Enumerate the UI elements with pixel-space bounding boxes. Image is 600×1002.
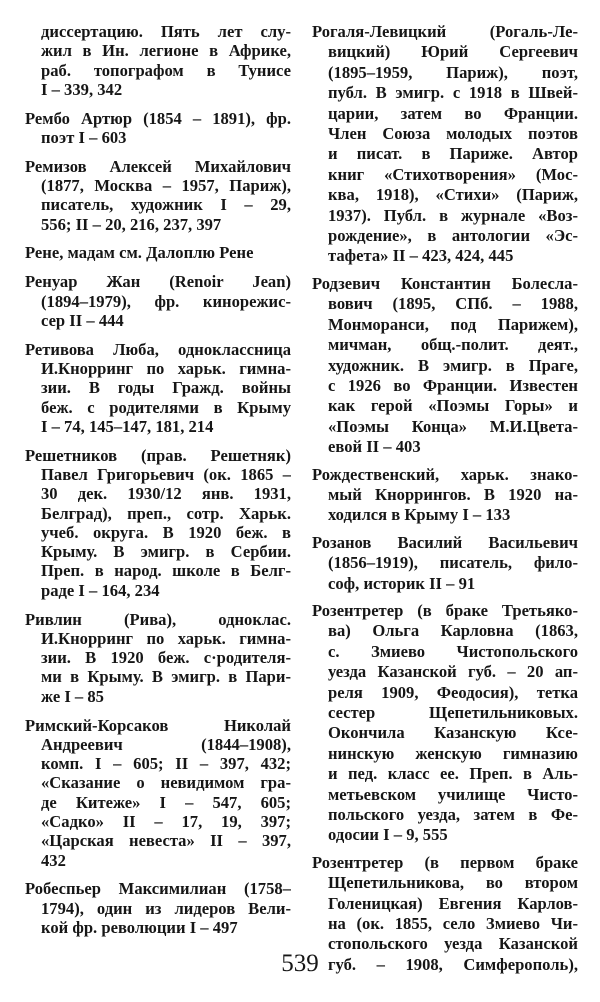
entry-text-line: как герой «Поэмы Горы» и [328,396,578,416]
index-entry [25,610,291,706]
index-column-right [312,22,578,975]
entry-text-line: И.Кнорринг по харьк. гимна- [41,358,291,378]
entry-text-line: 556; II – 20, 216, 237, 397 [41,214,222,234]
entry-text-line: царии, затем во Франции. [328,103,578,123]
entry-text-line: (1856–1919), писатель, фило- [328,553,578,573]
index-entry [312,465,578,526]
entry-text-line: книг «Стихотворения» (Мос- [328,164,578,184]
index-entry [25,272,291,330]
entry-text-line: 432 [41,850,66,870]
entry-text-line: публ. В эмигр. с 1918 в Швей- [328,83,578,103]
entry-text-line: 1937). Публ. в журнале «Воз- [328,205,578,225]
entry-heading-line: Ривлин (Рива), одноклас. [25,609,291,629]
entry-heading-line: Решетников (прав. Решетняк) [25,445,291,465]
index-entry [25,340,291,436]
entry-text-line: «Садко» II – 17, 19, 397; [41,811,291,831]
index-entry [25,243,291,262]
entry-text-line: беж. с родителями в Крыму [41,397,291,417]
entry-text-line: де Китеже» I – 547, 605; [41,792,291,812]
entry-text-line: зии. В годы Гражд. войны [41,378,291,398]
entry-text-line: рождение», в антологии «Эс- [328,226,578,246]
entry-heading-line: Розентретер (в первом браке [312,852,578,872]
entry-text-line: комп. I – 605; II – 397, 432; [41,754,291,774]
entry-text-line: с. Змиево Чистопольского [328,641,578,661]
entry-text-line: диссертацию. Пять лет слу- [41,22,291,41]
entry-text-line: ми в Крыму. В эмигр. в Пари- [41,667,291,687]
entry-text-line: (1894–1979), фр. кинорежис- [41,291,291,311]
entry-text-line: польского уезда, затем в Фе- [328,805,578,825]
entry-text-line: «Сказание о невидимом гра- [41,773,291,793]
entry-text-line: сер II – 444 [41,310,124,330]
index-entry [312,274,578,458]
entry-text-line: вович (1895, СПб. – 1988, [328,294,578,314]
entry-text-line: сестер Щепетильниковых. [328,703,578,722]
index-entry [312,533,578,594]
index-entry [25,109,291,148]
entry-heading-line: Рогаля-Левицкий (Рогаль-Ле- [312,22,578,41]
entry-text-line: губ. – 1908, Симферополь), [328,954,578,974]
entry-text-line: на (ок. 1855, село Змиево Чи- [328,914,578,934]
entry-text-line: метьевском училище Чисто- [328,784,578,804]
entry-text-line: раде I – 164, 234 [41,580,160,600]
entry-text-line: мичман, общ.-полит. деят., [328,335,578,355]
entry-heading-line: Ренуар Жан (Renoir Jean) [25,272,291,292]
entry-text-line: нинскую женскую гимназию [328,743,578,763]
entry-text-line: вицкий) Юрий Сергеевич [328,42,578,62]
entry-text-line: учеб. округа. В 1920 беж. в [41,522,291,542]
entry-text-line: Голеницкая) Евгения Карлов- [328,893,578,913]
entry-text-line: кой фр. революции I – 497 [41,917,238,937]
entry-text-line: евой II – 403 [328,437,421,457]
entry-heading-line: Робеспьер Максимилиан (1758– [25,879,291,899]
entry-heading-line: Римский-Корсаков Николай [25,715,291,735]
entry-text-line: уезда Казанской губ. – 20 ап- [328,662,578,682]
entry-heading-line: Рене, мадам см. Далоплю Рене [25,243,254,263]
entry-text-line: реля 1909, Феодосия), тетка [328,682,578,702]
entry-text-line: писатель, художник I – 29, [41,195,291,215]
entry-text-line: Монморанси, под Парижем), [328,314,578,334]
index-entry [25,716,291,870]
entry-heading-line: Ремизов Алексей Михайлович [25,156,291,176]
index-entry [25,22,291,99]
index-entry [25,879,291,937]
entry-text-line: «Поэмы Конца» М.И.Цвета- [328,416,578,436]
entry-heading-line: Рождественский, харьк. знако- [312,464,578,484]
entry-text-line: жил в Ин. легионе в Африке, [41,41,291,61]
index-entry [312,22,578,267]
entry-text-line: художник. В эмигр. в Праге, [328,355,578,375]
index-entry [25,446,291,600]
entry-text-line: соф, историк II – 91 [328,573,476,593]
entry-text-line: тафета» II – 423, 424, 445 [328,246,514,266]
entry-text-line: Окончила Казанскую Ксе- [328,723,578,743]
entry-text-line: (1877, Москва – 1957, Париж), [41,176,291,196]
entry-text-line: и писат. в Париже. Автор [328,144,578,164]
entry-text-line: (1895–1959, Париж), поэт, [328,62,578,82]
entry-text-line: Член Союза молодых поэтов [328,124,578,144]
entry-text-line: одосии I – 9, 555 [328,825,448,845]
entry-text-line: с 1926 во Франции. Известен [328,375,578,395]
entry-text-line: ква, 1918), «Стихи» (Париж, [328,185,578,205]
index-entry [25,157,291,234]
entry-heading-line: Розанов Василий Васильевич [312,532,578,552]
entry-text-line: Белград), преп., сотр. Харьк. [41,503,291,523]
entry-text-line: ва) Ольга Карловна (1863, [328,621,578,641]
entry-text-line: Щепетильникова, во втором [328,873,578,893]
entry-text-line: И.Кнорринг по харьк. гимна- [41,628,291,648]
entry-text-line: Андреевич (1844–1908), [41,734,291,754]
entry-text-line: и пед. класс ее. Преп. в Аль- [328,764,578,784]
entry-text-line: стопольского уезда Казанской [328,934,578,954]
entry-text-line: «Царская невеста» II – 397, [41,831,291,851]
entry-text-line: I – 339, 342 [41,79,123,99]
entry-text-line: Крыму. В эмигр. в Сербии. [41,542,291,562]
entry-text-line: раб. топографом в Тунисе [41,60,291,80]
entry-text-line: Павел Григорьевич (ок. 1865 – [41,464,291,484]
entry-text-line: ходился в Крыму I – 133 [328,505,511,525]
entry-heading-line: Рембо Артюр (1854 – 1891), фр. [25,108,291,128]
index-column-left [25,22,291,937]
entry-text-line: поэт I – 603 [41,127,127,147]
entry-text-line: I – 74, 145–147, 181, 214 [41,416,214,436]
entry-text-line: Преп. в народ. школе в Белг- [41,561,291,581]
entry-text-line: зии. В 1920 беж. с·родителя- [41,648,291,668]
entry-text-line: же I – 85 [41,686,104,706]
entry-text-line: мый Кноррингов. В 1920 на- [328,484,578,504]
entry-text-line: 30 дек. 1930/12 янв. 1931, [41,484,291,504]
entry-heading-line: Родзевич Константин Болесла- [312,273,578,293]
entry-heading-line: Розентретер (в браке Третьяко- [312,600,578,620]
entry-heading-line: Ретивова Люба, одноклассница [25,339,291,359]
entry-text-line: 1794), один из лидеров Вели- [41,898,291,918]
index-entry [312,601,578,846]
page-number: 539 [281,950,319,977]
